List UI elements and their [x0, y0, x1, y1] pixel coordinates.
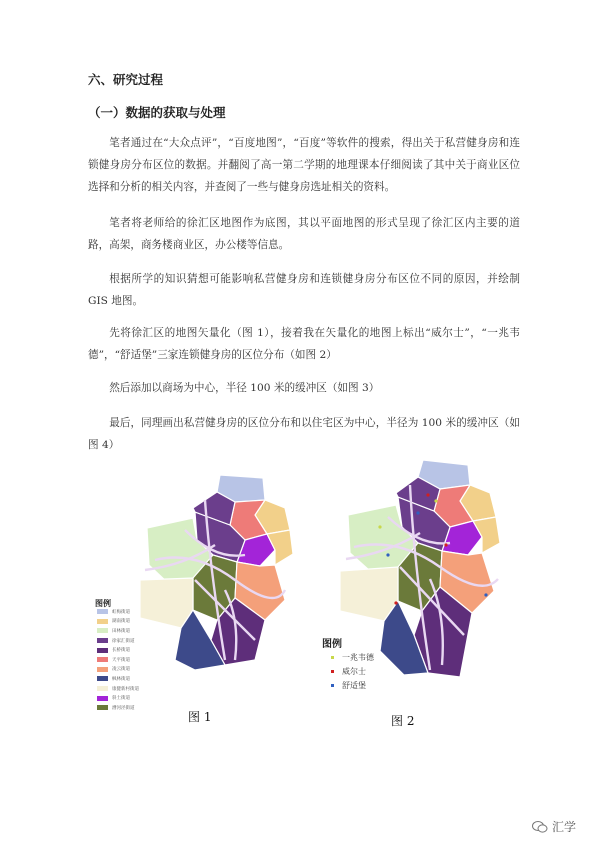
wechat-icon — [532, 820, 548, 834]
paragraph-data-sources: 笔者通过在“大众点评”，“百度地图”，“百度”等软件的搜索，得出关于私营健身房和连锁健身房分布区位的数据。并翻阅了高一第二学期的地理课本仔细阅读了其中关于商业区位选择和分析的相关内容，并查阅了一些与健身房选址相关的资料。 — [88, 137, 520, 193]
legend-item: 枫林街道 — [97, 674, 167, 684]
legend-swatch — [97, 609, 108, 614]
legend-dot — [331, 670, 334, 673]
figure-1-caption: 图 1 — [188, 710, 212, 724]
paragraph-base-map: 笔者将老师给的徐汇区地图作为底图，其以平面地图的形式呈现了徐汇区内主要的道路，高架，商务楼商业区，办公楼等信息。 — [88, 217, 520, 251]
legend-swatch — [97, 705, 108, 710]
gym-marker-weiershi — [444, 543, 447, 546]
figure-2-caption: 图 2 — [391, 714, 415, 728]
legend-swatch — [97, 657, 108, 662]
paragraph-private-gyms: 最后，同理画出私营健身房的区位分布和以住宅区为中心，半径为 100 米的缓冲区（如图 4） — [88, 417, 520, 451]
legend-item: 凌云街道 — [97, 665, 167, 675]
paragraph-hypothesis: 根据所学的知识猜想可能影响私营健身房和连锁健身房分布区位不同的原因，并绘制GIS 地图。 — [88, 273, 520, 307]
legend-dot — [331, 656, 334, 659]
watermark-text: 汇学 — [552, 820, 577, 834]
legend-item: 舒适堡 — [327, 678, 397, 692]
gym-marker-yizhaoweide — [378, 525, 381, 528]
legend-swatch — [97, 638, 108, 643]
legend-item: 天平街道 — [97, 655, 167, 665]
figure-1-legend — [97, 607, 167, 713]
subsection-heading: （一）数据的获取与处理 — [88, 105, 226, 120]
section-heading: 六、研究过程 — [88, 72, 164, 87]
legend-swatch — [97, 628, 108, 633]
legend-swatch — [97, 619, 108, 624]
legend-item: 虹梅街道 — [97, 607, 167, 617]
legend-item: 徐家汇街道 — [97, 636, 167, 646]
legend-swatch — [97, 667, 108, 672]
paragraph-vectorize: 先将徐汇区的地图矢量化（图 1），接着我在矢量化的地图上标出“威尔士”，“一兆韦德”，“舒适堡”三家连锁健身房的区位分布（如图 2） — [88, 327, 520, 361]
legend-item: 康健新村街道 — [97, 684, 167, 694]
gym-marker-shushibao — [416, 511, 419, 514]
paragraph-buffer: 然后添加以商场为中心，半径 100 米的缓冲区（如图 3） — [109, 382, 380, 394]
legend-item: 田林街道 — [97, 626, 167, 636]
legend-item: 湖南街道 — [97, 617, 167, 627]
legend-item: 长桥街道 — [97, 645, 167, 655]
legend-swatch — [97, 648, 108, 653]
gym-marker-shushibao — [484, 593, 487, 596]
legend-item: 斜土街道 — [97, 693, 167, 703]
gym-marker-yizhaoweide — [434, 499, 437, 502]
gym-marker-weiershi — [394, 601, 397, 604]
gym-marker-shushibao — [386, 553, 389, 556]
legend-item: 漕河泾街道 — [97, 703, 167, 713]
legend-swatch — [97, 686, 108, 691]
gym-marker-weiershi — [426, 493, 429, 496]
legend-swatch — [97, 696, 108, 701]
legend-item: 一兆韦德 — [327, 650, 397, 664]
figure-1-legend-title: 图例 — [95, 598, 111, 608]
watermark — [532, 818, 576, 835]
legend-dot — [331, 684, 334, 687]
figure-2-legend-title: 图例 — [322, 639, 342, 650]
legend-swatch — [97, 676, 108, 681]
figure-2-legend — [327, 650, 397, 692]
legend-item: 威尔士 — [327, 664, 397, 678]
